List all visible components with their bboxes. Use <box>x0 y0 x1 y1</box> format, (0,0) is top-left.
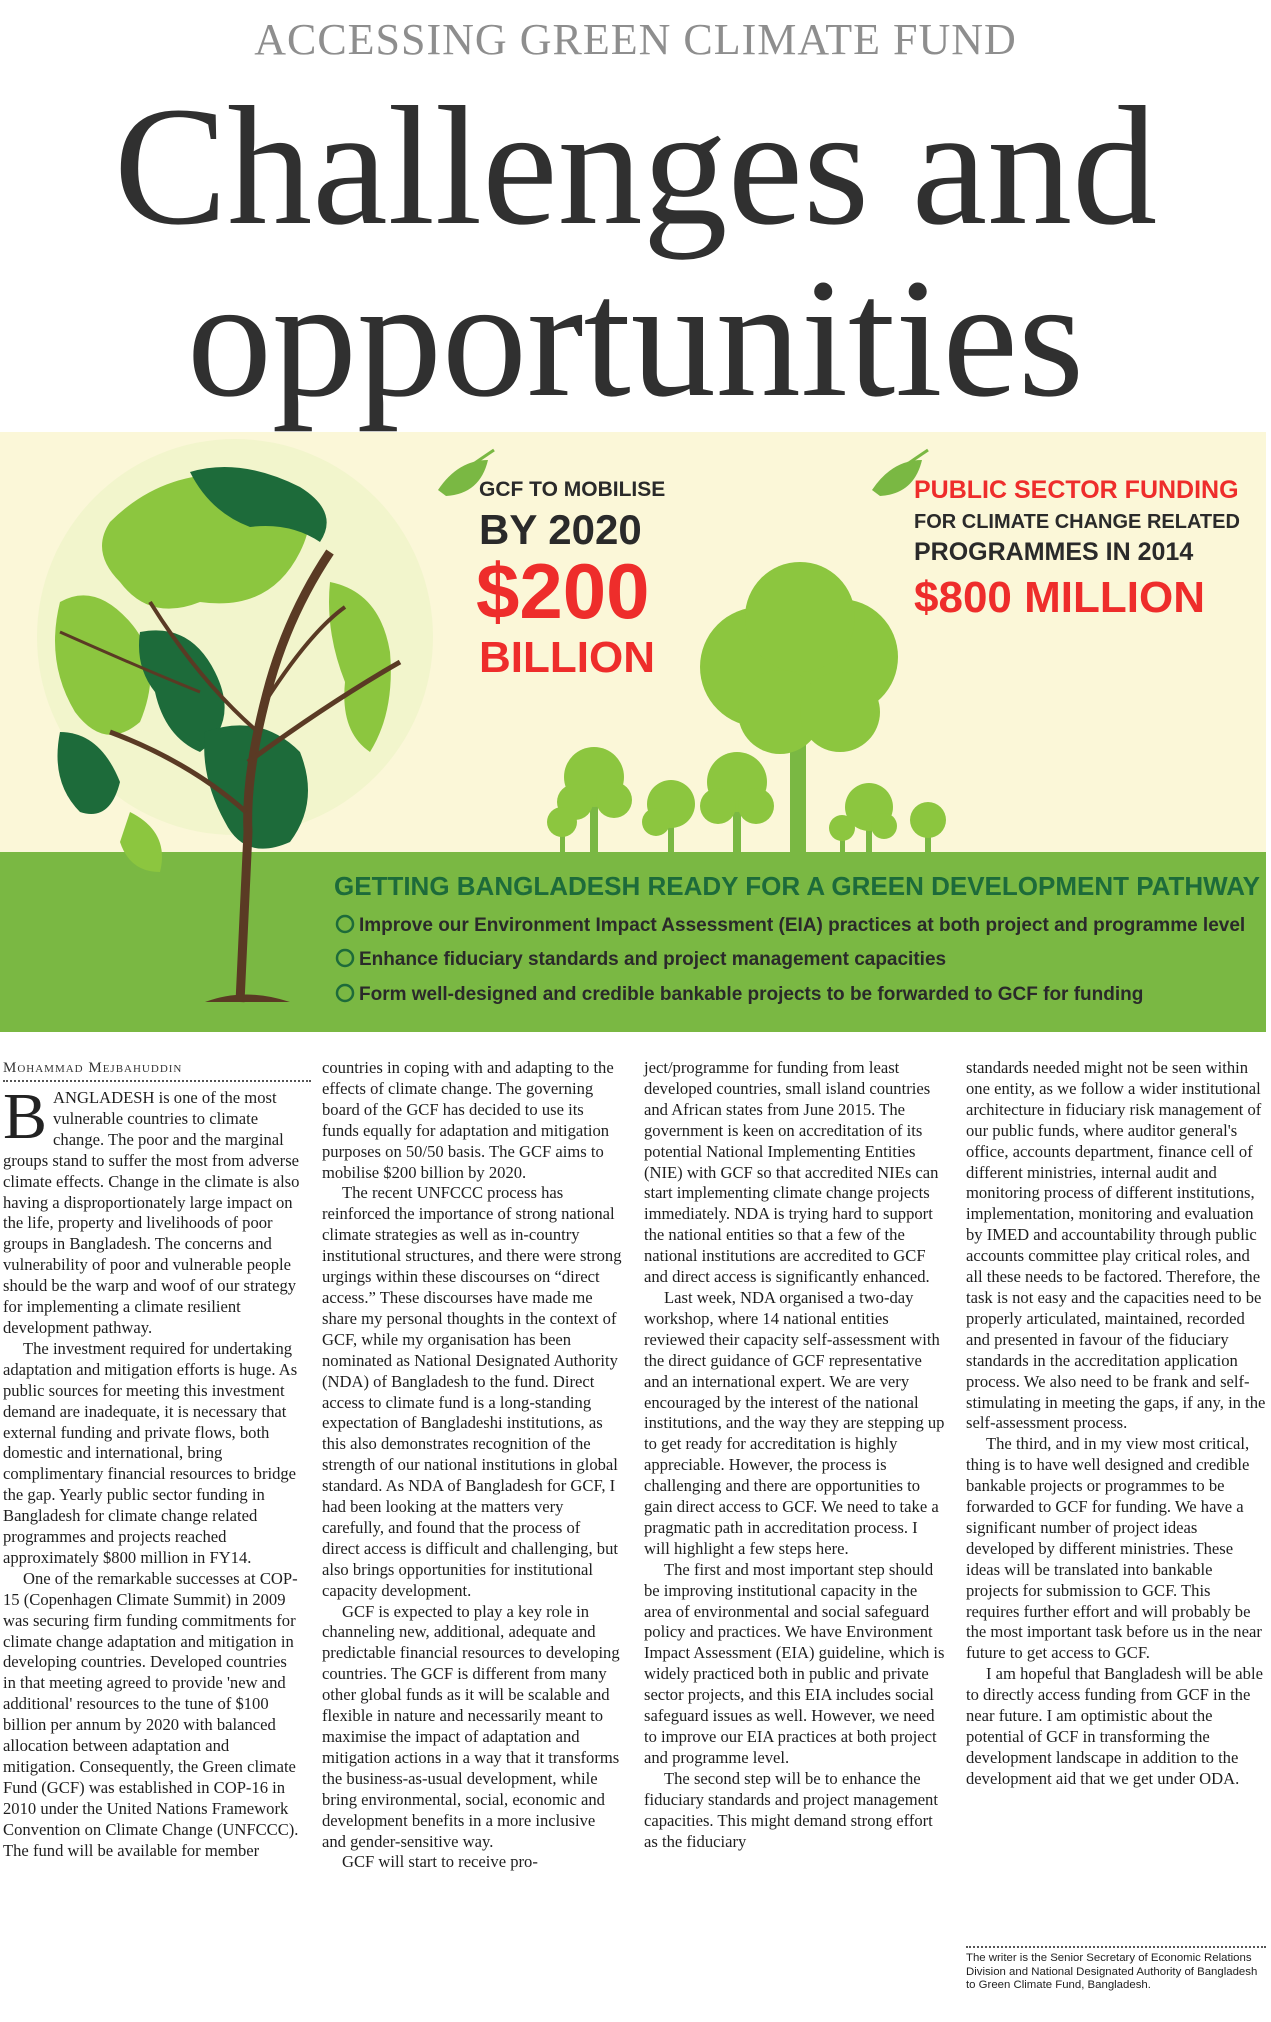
article-paragraph: The investment required for undertaking adaptation and mitigation efforts is huge. As public sources for meeting this investment demand are inadequate, it is necessary that external funding and private flows, both domestic and international, bring complimentary financial resources to bridge the gap. Yearly public sector funding in Bangladesh for climate change related programmes and projects reached approximately $800 million in FY14. <box>3 1338 298 1567</box>
writer-note: The writer is the Senior Secretary of Economic Relations Division and National Designated Authority of Bangladesh to Green Climate Fund, Bangladesh. <box>966 1946 1266 1993</box>
headline-line-2: opportunities <box>186 244 1085 432</box>
article-paragraph: Last week, NDA organised a two-day workshop, where 14 national entities reviewed their capacity self-assessment with the direct guidance of GCF representative and an international expert. We are very encouraged by the interest of the national institutions, and the way they are stepping up to get ready for accreditation is highly appreciable. However, the process is challenging and there are opportunities to gain direct access to GCF. We need to take a pragmatic path in accreditation process. I will highlight a few steps here. <box>644 1287 945 1558</box>
article-paragraph: ject/programme for funding from least developed countries, small island countries and African states from June 2015. The government is keen on accreditation of its potential National Implementing Entities (NIE) with GCF so that accredited NIEs can start implementing climate change projects immediately. NDA is trying hard to support the national entities so that a few of the national institutions are accredited to GCF and direct access is significantly enhanced. <box>644 1058 939 1287</box>
gcf-amount: $200 <box>476 547 650 635</box>
article-paragraph: The recent UNFCCC process has reinforced the importance of strong national climate strategies as well as in-country institutional structures, and there were strong urgings within these discourses on “direct access.” These discourses have made me share my personal thoughts in the context of GCF, while my organisation has been nominated as National Designated Authority (NDA) of Bangladesh to the fund. Direct access to climate fund is a long-standing expectation of Bangladeshi institutions, as this also demonstrates recognition of the strength of our national institutions in global standard. As NDA of Bangladesh for GCF, I had been looking at the matters very carefully, and found that the process of direct access is difficult and challenging, but also brings opportunities for institutional capacity development. <box>322 1183 622 1600</box>
public-line3: PROGRAMMES IN 2014 <box>914 538 1194 566</box>
article-column-1 <box>3 1080 301 1862</box>
bullet-text-3: Form well-designed and credible bankable projects to be forwarded to GCF for funding <box>359 984 1144 1005</box>
banner-title: GETTING BANGLADESH READY FOR A GREEN DEVELOPMENT PATHWAY <box>334 871 1260 901</box>
article-paragraph <box>3 1080 301 1339</box>
kicker: ACCESSING GREEN CLIMATE FUND <box>254 15 1017 64</box>
article-paragraph: The second step will be to enhance the fiduciary standards and project management capacities. This might demand strong effort as the fiduciary <box>644 1768 938 1851</box>
article-paragraph: countries in coping with and adapting to the effects of climate change. The governing board of the GCF has decided to use its funds equally for adaptation and mitigation purposes on 50/50 basis. The GCF aims to mobilise $200 billion by 2020. <box>322 1058 614 1182</box>
headline-line-1: Challenges and <box>113 72 1158 260</box>
article-paragraph: I am hopeful that Bangladesh will be able to directly access funding from GCF in the near future. I am optimistic about the potential of GCF in transforming the development landscape in addition to the development aid that we get under ODA. <box>966 1664 1263 1788</box>
bullet-3 <box>337 984 1143 1005</box>
bullet-2 <box>337 949 946 970</box>
article-column-2 <box>322 1058 622 1873</box>
headline <box>0 72 1271 432</box>
article-paragraph: The first and most important step should be improving institutional capacity in the area of environmental and social safeguard policy and practices. We have Environment Impact Assessment (EIA) guideline, which is widely practiced both in public and private sector projects, and this EIA includes social safeguard issues as well. However, we need to improve our EIA practices at both project and programme level. <box>644 1559 945 1767</box>
byline: Mohammad Mejbahuddin <box>3 1060 311 1082</box>
public-line1: PUBLIC SECTOR FUNDING <box>914 476 1239 504</box>
drop-cap: B <box>3 1080 48 1153</box>
article-paragraph: standards needed might not be seen within one entity, as we follow a wider institutional architecture in fiduciary risk management of our public funds, where auditor general's office, accounts department, finance cell of different ministries, internal audit and monitoring process of different institutions, implementation, monitoring and evaluation by IMED and accountability through public accounts committee play critical roles, and all these needs to be factored. Therefore, the task is not easy and the capacities need to be properly articulated, maintained, recorded and presented in favour of the fiduciary standards in the accreditation application process. We also need to be frank and self-stimulating in meeting the gaps, if any, in the self-assessment process. <box>966 1058 1266 1433</box>
article-paragraph: The third, and in my view most critical, thing is to have well designed and credible bankable projects or programmes to be forwarded to GCF for funding. We have a significant number of project ideas developed by different ministries. These ideas will be translated into bankable projects for submission to GCF. This requires further effort and will probably be the most important task before us in the near future to get access to GCF. <box>966 1434 1262 1663</box>
article-paragraph: One of the remarkable successes at COP-15 (Copenhagen Climate Summit) in 2009 was securing firm funding commitments for climate change adaptation and mitigation in developing countries. Developed countries in that meeting agreed to provide 'new and additional' resources to the tune of $100 billion per annum by 2020 with balanced allocation between adaptation and mitigation. Consequently, the Green climate Fund (GCF) was established in COP-16 in 2010 under the United Nations Framework Convention on Climate Change (UNFCCC). The fund will be available for member <box>3 1568 299 1860</box>
bullet-text-1: Improve our Environment Impact Assessment (EIA) practices at both project and programme level <box>359 915 1246 936</box>
bullet-text-2: Enhance fiduciary standards and project management capacities <box>359 949 947 970</box>
lead-text: ANGLADESH is one of the most vulnerable countries to climate change. The poor and the marginal groups stand to suffer the most from adverse climate effects. Change in the climate is also having a disproportionately large impact on the life, property and livelihoods of poor groups in Bangladesh. The concerns and vulnerability of poor and vulnerable people should be the warp and woof of our strategy for implementing a climate resilient development pathway. <box>3 1088 300 1337</box>
bullet-1 <box>337 915 1245 936</box>
gcf-line1: GCF TO MOBILISE <box>479 478 666 501</box>
infographic <box>0 432 1266 1032</box>
gcf-line2: BY 2020 <box>479 506 642 553</box>
article-paragraph: GCF will start to receive pro- <box>342 1852 538 1872</box>
article-paragraph: GCF is expected to play a key role in channeling new, additional, adequate and predictable financial resources to developing countries. The GCF is different from many other global funds as it will be scalable and flexible in nature and necessarily meant to maximise the impact of adaptation and mitigation actions in a way that it transforms the business-as-usual development, while bring environmental, social, economic and development benefits in a more inclusive and gender-sensitive way. <box>322 1601 620 1851</box>
public-line2: FOR CLIMATE CHANGE RELATED <box>914 511 1240 533</box>
public-amount: $800 MILLION <box>914 573 1205 622</box>
article-column-4 <box>966 1058 1268 1790</box>
gcf-unit: BILLION <box>479 633 655 682</box>
article-column-3 <box>644 1058 946 1852</box>
infographic-svg <box>0 432 1266 1032</box>
